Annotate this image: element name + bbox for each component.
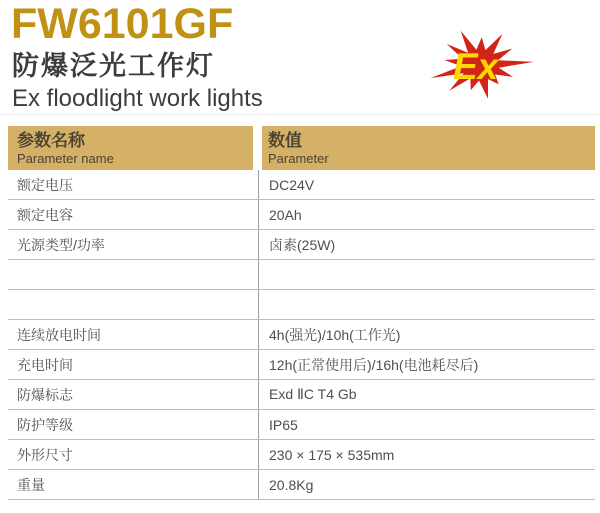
row-label: 连续放电时间 xyxy=(17,326,101,343)
row-label: 额定电压 xyxy=(17,176,73,193)
row-value: 12h(正常使用后)/16h(电池耗尽后) xyxy=(258,350,595,379)
header-parameter-value-en: Parameter xyxy=(268,151,329,166)
header-gap xyxy=(253,126,262,170)
table-row-empty xyxy=(8,260,595,290)
row-label: 防护等级 xyxy=(17,416,73,433)
table-row xyxy=(8,470,595,500)
row-label xyxy=(8,260,258,289)
table-row xyxy=(8,350,595,380)
spec-table-header xyxy=(8,126,595,170)
table-row xyxy=(8,380,595,410)
row-value xyxy=(258,260,595,289)
row-value: 230 × 175 × 535mm xyxy=(258,440,595,469)
product-model-title: FW6101GF xyxy=(11,0,234,48)
row-label: 额定电容 xyxy=(17,206,73,223)
row-value: 4h(强光)/10h(工作光) xyxy=(258,320,595,349)
row-value: IP65 xyxy=(258,410,595,439)
header-cell-parameter-name xyxy=(8,126,253,170)
table-row xyxy=(8,230,595,260)
row-label xyxy=(8,290,258,319)
divider-line xyxy=(0,114,600,115)
row-value: 20.8Kg xyxy=(258,470,595,499)
row-value xyxy=(258,290,595,319)
product-title-chinese: 防爆泛光工作灯 xyxy=(12,51,215,81)
header-parameter-name-en: Parameter name xyxy=(17,151,114,166)
table-row-empty xyxy=(8,290,595,320)
row-value: DC24V xyxy=(258,170,595,199)
header-cell-parameter-value xyxy=(262,126,595,170)
table-row xyxy=(8,170,595,200)
table-row xyxy=(8,320,595,350)
product-title-english: Ex floodlight work lights xyxy=(12,85,263,112)
row-value: 20Ah xyxy=(258,200,595,229)
ex-badge-label: Ex xyxy=(453,46,499,87)
row-label: 光源类型/功率 xyxy=(17,236,105,253)
row-value: 卤素(25W) xyxy=(258,230,595,259)
row-label: 外形尺寸 xyxy=(17,446,73,463)
row-label: 防爆标志 xyxy=(17,386,73,403)
header-parameter-name-cn: 参数名称 xyxy=(17,131,85,150)
row-label: 充电时间 xyxy=(17,356,73,373)
table-row xyxy=(8,410,595,440)
spec-table xyxy=(8,126,595,500)
header-parameter-value-cn: 数值 xyxy=(268,131,302,150)
row-label: 重量 xyxy=(17,476,45,493)
table-row xyxy=(8,440,595,470)
ex-starburst-icon xyxy=(424,20,542,112)
row-value: Exd ⅡC T4 Gb xyxy=(258,380,595,409)
table-row xyxy=(8,200,595,230)
